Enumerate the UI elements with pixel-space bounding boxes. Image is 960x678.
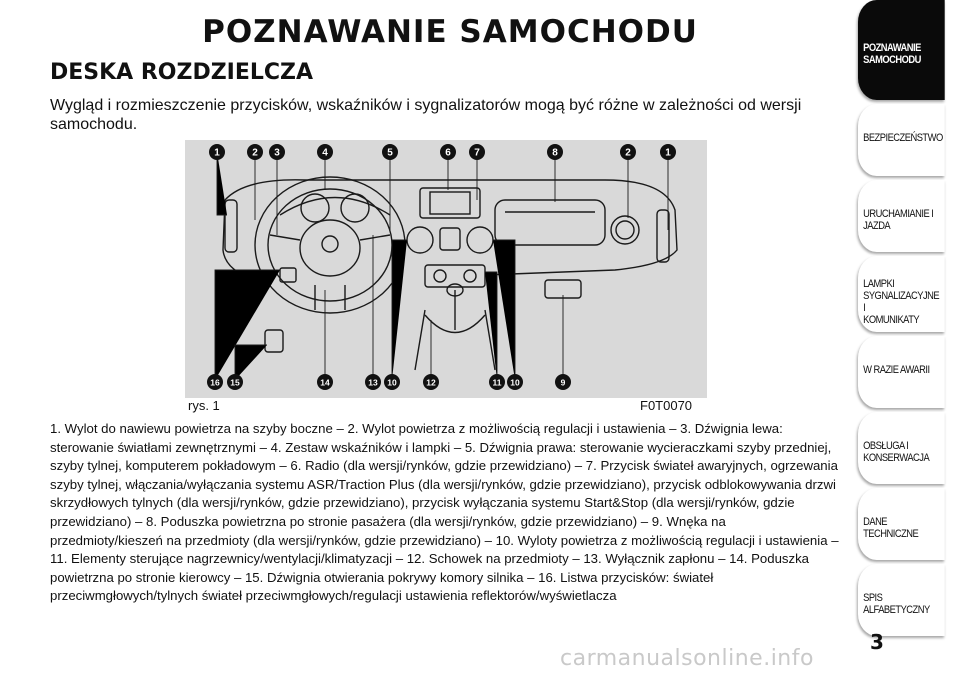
callout-label: 1: [214, 147, 220, 159]
callout-label: 7: [474, 147, 480, 159]
figure-code: F0T0070: [640, 398, 693, 413]
watermark: carmanualsonline.info: [560, 646, 814, 671]
callout-label: 4: [322, 147, 328, 159]
callout-label: 1: [665, 147, 671, 159]
intro-text: Wygląd i rozmieszczenie przycisków, wskaźników i sygnalizatorów mogą być różne w zależności od wersji samochodu.: [50, 97, 802, 133]
tab-bezpieczenstwo[interactable]: [858, 104, 945, 176]
callout-label: 13: [368, 377, 378, 388]
callout-label: 12: [426, 377, 436, 388]
callout-label: 8: [552, 147, 558, 159]
tab-uruchamianie-jazda[interactable]: [858, 180, 945, 252]
tab-label: W RAZIE AWARII: [863, 364, 930, 376]
tab-label: JAZDA: [863, 220, 891, 232]
tab-label: SPIS ALFABETYCZNY: [863, 592, 930, 616]
callout-label: 9: [560, 377, 566, 388]
tab-label: OBSŁUGA I: [863, 440, 909, 452]
callout-label: 14: [320, 377, 330, 388]
callout-label: 10: [387, 377, 397, 388]
legend-text: 1. Wylot do nawiewu powietrza na szyby boczne – 2. Wylot powietrza z możliwością regulacji i ustawienia – 3. Dźwignia lewa: sterowanie światłami zewnętrznymi – 4. Zestaw wskaźników i lampki – 5. Dźwignia prawa: sterowanie wycieraczkami szyby przedniej, szyby tylnej, komputerem pokładowym – 6. Radio (dla wersji/rynków, gdzie przewidziano) – 7. Przycisk świateł awaryjnych, ogrzewania szyby tylnej, włączania/wyłączania systemu ASR/Traction Plus (dla wersji/rynków, gdzie przewidziano), przycisk odblokowywania drzwi skrzydłowych tylnych (dla wersji/rynków, gdzie przewidziano), przycisk wyłączania systemu Start&Stop (dla wersji/rynków, gdzie przewidziano) – 8. Poduszka powietrzna po stronie pasażera (dla wersji/rynków, gdzie przewidziano) – 9. Wnęka na przedmioty/kieszeń na przedmioty (dla wersji/rynków, gdzie przewidziano) – 10. Wyloty powietrza z możliwością regulacji i ustawienia – 11. Elementy sterujące nagrzewnicy/wentylacji/klimatyzacji – 12. Schowek na przedmioty – 13. Wyłącznik zapłonu – 14. Poduszka powietrzna po stronie kierowcy – 15. Dźwignia otwierania pokrywy komory silnika – 16. Listwa przycisków: świateł przeciwmgłowych/tylnych świateł przeciwmgłowych/regulacji ustawienia reflektorów/wyświetlacza: [50, 421, 839, 604]
tab-w-razie-awarii[interactable]: [858, 336, 945, 408]
tab-label: URUCHAMIANIE I: [863, 208, 934, 220]
callout-label: 5: [387, 147, 393, 159]
tab-lampki-sygnalizacyjne[interactable]: [858, 256, 945, 332]
tab-label: SAMOCHODU: [863, 54, 921, 66]
tab-label: BEZPIECZEŃSTWO: [863, 132, 943, 144]
tab-obsluga-konserwacja[interactable]: [858, 412, 945, 484]
callout-label: 11: [492, 377, 502, 388]
tab-label: KONSERWACJA: [863, 452, 930, 464]
callout-label: 2: [625, 147, 631, 159]
tab-label: DANE TECHNICZNE: [863, 516, 919, 540]
callout-label: 10: [510, 377, 520, 388]
page-number: 3: [870, 630, 884, 654]
dashboard-illustration: [185, 140, 707, 398]
tab-poznawanie-samochodu[interactable]: [858, 0, 945, 100]
tab-spis-alfabetyczny[interactable]: [858, 564, 945, 636]
chapter-sidebar: [858, 0, 960, 678]
tab-label: SYGNALIZACYJNE I: [863, 290, 940, 314]
tab-label: POZNAWANIE: [863, 42, 921, 54]
page-title: POZNAWANIE SAMOCHODU: [202, 14, 698, 50]
tab-dane-techniczne[interactable]: [858, 488, 945, 560]
callout-label: 15: [230, 377, 240, 388]
tab-label: KOMUNIKATY: [863, 314, 920, 326]
callout-label: 2: [252, 147, 258, 159]
tab-label: LAMPKI: [863, 278, 895, 290]
dashboard-figure: [185, 140, 707, 398]
section-title: DESKA ROZDZIELCZA: [50, 60, 314, 85]
callout-label: 6: [445, 147, 451, 159]
callout-label: 16: [210, 377, 220, 388]
figure-caption: rys. 1: [188, 398, 220, 413]
callout-label: 3: [274, 147, 280, 159]
